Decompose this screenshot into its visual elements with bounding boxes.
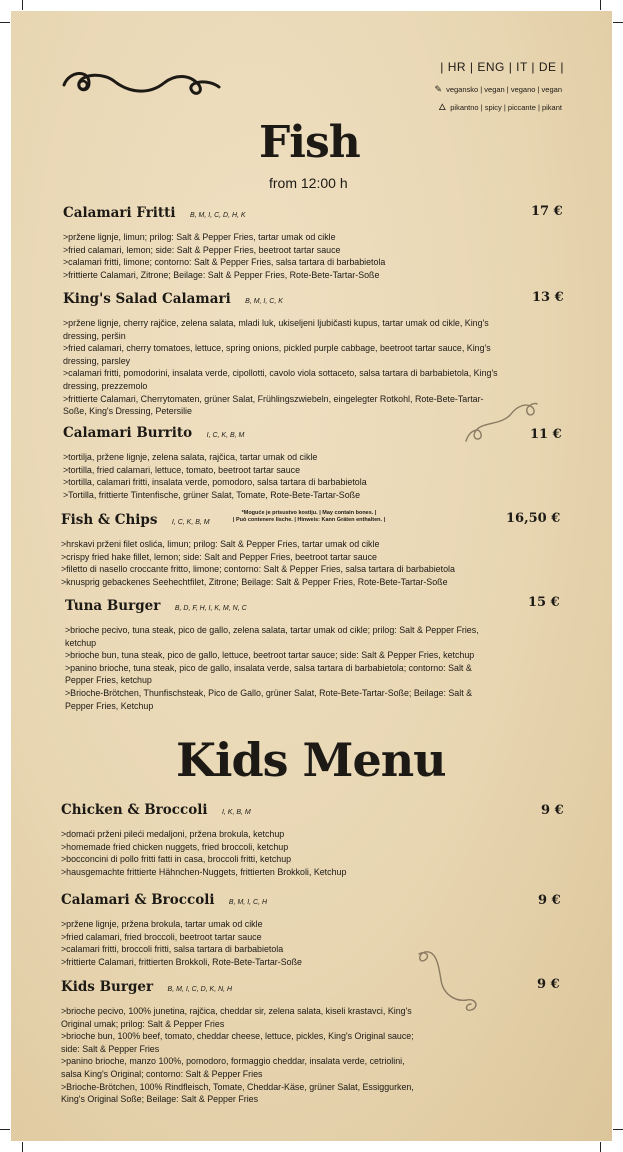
desc-line: >Brioche-Brötchen, 100% Rindfleisch, Tomate, Cheddar-Käse, grüner Salat, Essiggurken, King's Original Soße; Beilage: Salt & Pepper Fries: [61, 1081, 414, 1105]
item-price: 15 €: [528, 595, 560, 610]
menu-item: [61, 978, 541, 1106]
ornament-swirl-icon: [59, 63, 229, 103]
desc-line: >brioche bun, tuna steak, pico de gallo, lettuce, beetroot tartar sauce; side: Salt & Pepper Fries, ketchup: [65, 650, 475, 661]
item-name: Calamari Burrito: [63, 425, 193, 441]
desc-line: >calamari fritti, pomodorini, insalata verde, cipollotti, cavolo viola sottaceto, salsa tartara di barbabietola, King's dressing, prezzemolo: [63, 368, 498, 391]
item-description: [65, 624, 485, 712]
desc-line: >brioche pecivo, tuna steak, pico de gallo, zelena salata, tartar umak od cikle; prilog: Salt & Pepper Fries, ketchup: [65, 625, 479, 648]
menu-item: [61, 801, 541, 878]
item-name: Kids Burger: [61, 979, 154, 995]
desc-line: >knusprig gebackenes Seehechtfilet, Zitrone; Beilage: Salt & Pepper Fries, Rote-Bete-Tartar-Soße: [61, 576, 448, 587]
desc-line: >fried calamari, cherry tomatoes, lettuce, spring onions, pickled purple cabbage, beetroot tartar sauce, King's dressing, parsley: [63, 343, 491, 366]
desc-line: >pržene lignje, cherry rajčice, zelena salata, mladi luk, ukiseljeni ljubičasti kupus, tartar umak od cikle, King's dressing, peršin: [63, 318, 489, 341]
desc-line: >calamari fritti, limone; contorno: Salt & Pepper Fries, salsa tartara di barbabietola: [63, 257, 386, 268]
desc-line: >frittierte Calamari, Cherrytomaten, grüner Salat, Frühlingszwiebeln, eingelegter Rotkohl, Rote-Bete-Tartar-Soße, King's Dressing, Petersilie: [63, 393, 484, 417]
crop-mark: [22, 1142, 23, 1152]
leaf-icon: ✎: [434, 84, 443, 94]
item-name: Chicken & Broccoli: [61, 802, 208, 818]
desc-line: >hausgemachte frittierte Hähnchen-Nuggets, frittierten Brokkoli, Ketchup: [61, 866, 347, 877]
crop-mark: [0, 22, 10, 23]
fish-section-subtitle: from 12:00 h: [269, 175, 348, 191]
item-price: 9 €: [537, 977, 560, 992]
item-price: 16,50 €: [506, 511, 561, 526]
desc-line: >tortilla, calamari fritti, insalata verde, pomodoro, salsa tartara di barbabietola: [63, 477, 367, 488]
kids-section-title: Kids Menu: [176, 733, 446, 787]
crop-mark: [600, 1142, 601, 1152]
item-price: 17 €: [531, 204, 563, 219]
desc-line: >brioche pecivo, 100% junetina, rajčica, cheddar sir, zelena salata, kiseli krastavci, King's Original umak; prilog: Salt & Pepper Fries: [61, 1006, 412, 1029]
menu-page: [11, 11, 612, 1141]
flame-icon: 🜂: [438, 102, 447, 112]
item-description: [61, 828, 516, 878]
desc-line: >frittierte Calamari, frittierten Brokkoli, Rote-Bete-Tartar-Soße: [61, 956, 302, 967]
item-allergens: I, K, B, M: [221, 809, 251, 816]
desc-line: >filetto di nasello croccante fritto, limone; contorno: Salt & Pepper Fries, salsa tartara di barbabietola: [61, 564, 455, 575]
desc-line: >crispy fried hake fillet, lemon; side: Salt and Pepper Fries, beetroot tartar sauce: [61, 551, 377, 562]
item-price: 9 €: [538, 893, 561, 908]
item-description: [61, 1005, 421, 1106]
desc-line: >fried calamari, fried broccoli, beetroot tartar sauce: [61, 931, 262, 942]
menu-item: [63, 204, 543, 281]
item-allergens: B, M, I, C, H: [228, 899, 268, 906]
crop-mark: [22, 0, 23, 10]
desc-line: >Tortilla, frittierte Tintenfische, grüner Salat, Tomate, Rote-Bete-Tartar-Soße: [63, 489, 361, 500]
item-price: 11 €: [530, 427, 562, 442]
fish-section-title: Fish: [259, 117, 360, 168]
desc-line: >hrskavi prženi filet oslića, limun; prilog: Salt & Pepper Fries, tartar umak od cikle: [61, 539, 380, 549]
spicy-legend: [438, 98, 562, 116]
language-selector: | HR | ENG | IT | DE |: [440, 60, 564, 74]
item-name: Tuna Burger: [65, 598, 161, 614]
bones-warning-note: [209, 510, 409, 524]
item-name: Calamari Fritti: [63, 205, 176, 221]
crop-mark: [613, 22, 623, 23]
crop-mark: [0, 1129, 10, 1130]
desc-line: >tortilja, pržene lignje, zelena salata, rajčica, tartar umak od cikle: [63, 452, 318, 462]
item-allergens: B, M, I, C, D, H, K: [189, 212, 246, 219]
item-allergens: I, C, K, B, M: [206, 432, 245, 439]
item-allergens: B, M, I, C, K: [245, 298, 283, 305]
desc-line: >panino brioche, manzo 100%, pomodoro, formaggio cheddar, insalata verde, cetriolini, salsa King's Original; contorno: Salt & Pepper Fries: [61, 1056, 405, 1079]
note-line: | Può contenere lische. | Hinweis: Kann Gräten enthalten. |: [232, 517, 386, 523]
item-name: Fish & Chips: [61, 512, 158, 528]
item-description: [63, 231, 518, 281]
vegan-legend: [435, 84, 562, 95]
item-allergens: B, D, F, H, I, K, M, N, C: [174, 605, 247, 612]
spicy-legend-text: pikantno | spicy | piccante | pikant: [450, 102, 562, 112]
item-description: [61, 538, 561, 588]
note-line: *Moguće je prisustvo kostiju. | May contain bones. |: [241, 510, 377, 516]
item-description: [63, 451, 518, 501]
desc-line: >pržene lignje, limun; prilog: Salt & Pepper Fries, tartar umak od cikle: [63, 232, 336, 242]
desc-line: >fried calamari, lemon; side: Salt & Pepper Fries, beetroot tartar sauce: [63, 244, 341, 255]
item-name: King's Salad Calamari: [63, 291, 231, 307]
desc-line: >domaći prženi pileći medaljoni, pržena brokula, ketchup: [61, 829, 285, 839]
desc-line: >bocconcini di pollo fritti fatti in casa, broccoli fritti, ketchup: [61, 854, 292, 865]
crop-mark: [613, 1129, 623, 1130]
menu-item: [65, 597, 545, 712]
desc-line: >pržene lignje, pržena brokula, tartar umak od cikle: [61, 919, 263, 929]
desc-line: >tortilla, fried calamari, lettuce, tomato, beetroot tartar sauce: [63, 464, 301, 475]
item-description: [63, 317, 503, 418]
item-allergens: I, C, K, B, M: [171, 519, 210, 526]
desc-line: >homemade fried chicken nuggets, fried broccoli, ketchup: [61, 841, 289, 852]
item-price: 13 €: [532, 290, 564, 305]
desc-line: >panino brioche, tuna steak, pico de gallo, insalata verde, salsa tartara di barbabietola; contorno: Salt & Pepper Fries, ketchup: [65, 662, 472, 686]
desc-line: >frittierte Calamari, Zitrone; Beilage: Salt & Pepper Fries, Rote-Bete-Tartar-Soße: [63, 269, 380, 280]
menu-item: [63, 424, 543, 501]
desc-line: >calamari fritti, broccoli fritti, salsa tartara di barbabietola: [61, 944, 284, 955]
desc-line: >brioche bun, 100% beef, tomato, cheddar cheese, lettuce, pickles, King's Original sauce; side: Salt & Pepper Fries: [61, 1031, 414, 1054]
item-allergens: B, M, I, C, D, K, N, H: [167, 986, 233, 993]
desc-line: >Brioche-Brötchen, Thunfischsteak, Pico de Gallo, grüner Salat, Rote-Bete-Tartar-Soße; Beilage: Salt & Pepper Fries, Ketchup: [65, 687, 473, 711]
vegan-legend-text: vegansko | vegan | vegano | vegan: [446, 85, 562, 94]
item-name: Calamari & Broccoli: [61, 892, 215, 908]
crop-mark: [600, 0, 601, 10]
item-price: 9 €: [541, 803, 564, 818]
